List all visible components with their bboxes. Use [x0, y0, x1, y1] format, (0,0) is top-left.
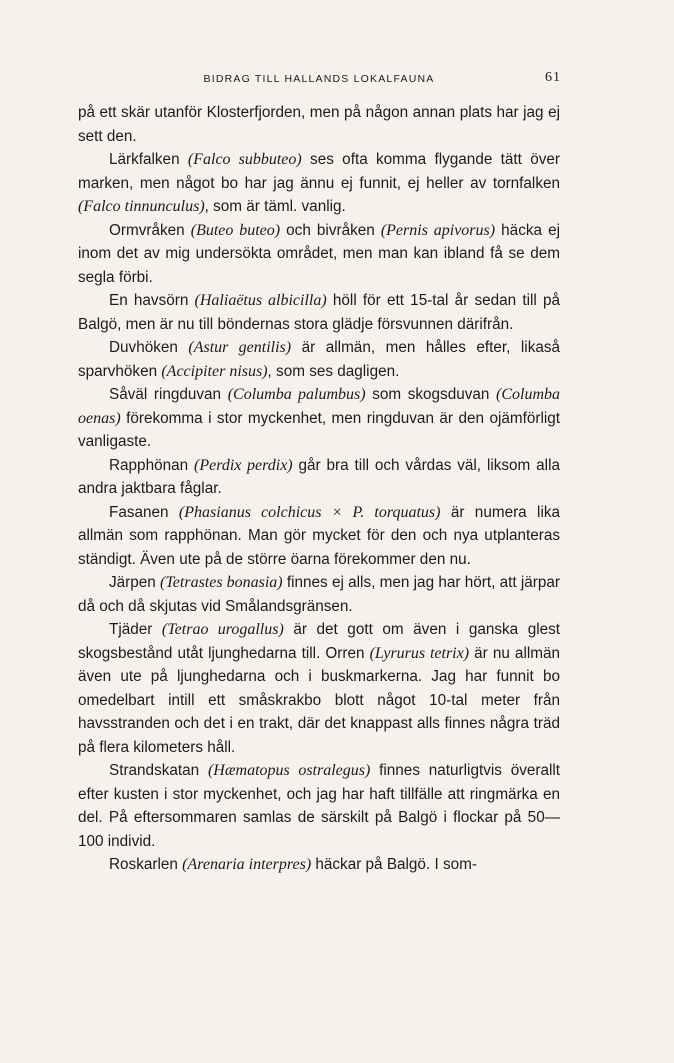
- text-run: finnes naturligtvis överallt efter kusten i stor myckenhet, och jag har haft tillfälle att ringmärka en del. På eftersommaren samlas de särskilt på Balgö i flockar på 50—100 individ.: [78, 762, 561, 850]
- text-run: En havsörn: [109, 292, 195, 309]
- text-run: är numera lika allmän som rapphönan. Man gör mycket för den och nya utplanteras ständigt. Även ute på de större öarna förekommer den nu.: [78, 503, 561, 568]
- text-run: Duvhöken: [109, 339, 189, 356]
- running-title: BIDRAG TILL HALLANDS LOKALFAUNA: [203, 73, 435, 85]
- scientific-name: (Columba oenas): [78, 386, 560, 427]
- text-run: Roskarlen: [109, 856, 183, 873]
- paragraph: [78, 101, 560, 148]
- text-run: är nu allmän även ute på ljunghedarna och i buskmarkerna. Jag har funnit bo omedelbart intill ett småskrakbo blott något 10-tal meter från havsstranden och det i en trakt, där det knappast alls finnes några träd på flera kilometers håll.: [78, 644, 560, 756]
- scientific-name: (Hæmatopus ostralegus): [207, 762, 371, 779]
- paragraph: [78, 759, 560, 853]
- text-run: går bra till och vårdas väl, liksom alla andra jaktbara fåglar.: [78, 456, 560, 497]
- scientific-name: (Lyrurus tetrix): [369, 644, 470, 662]
- text-run: är det gott om även i ganska glest skogsbestånd utåt ljunghedarna till. Orren: [78, 621, 561, 662]
- text-run: Strandskatan: [109, 762, 208, 779]
- text-run: är allmän, men hålles efter, likaså sparvhöken: [78, 339, 561, 380]
- paragraph: [78, 571, 560, 618]
- text-run: höll för ett 15-tal år sedan till på Balgö, men är nu till böndernas stora glädje försvunnen därifrån.: [78, 292, 560, 333]
- paragraph: [78, 454, 560, 501]
- text-run: Såväl ringduvan: [109, 386, 228, 403]
- page-number: 61: [545, 70, 561, 85]
- text-run: , som ses dagligen.: [267, 362, 400, 380]
- paragraph: [78, 383, 560, 454]
- paragraph: [78, 148, 560, 219]
- scientific-name: (Astur gentilis): [188, 339, 292, 356]
- text-run: Tjäder: [109, 621, 162, 638]
- paragraph: [78, 219, 560, 290]
- scientific-name: (Perdix perdix): [194, 456, 293, 474]
- scientific-name: (Arenaria interpres): [182, 856, 312, 873]
- text-run: häcka ej inom det av mig undersökta området, men man kan ibland få se dem segla förbi.: [78, 221, 560, 286]
- scientific-name: (Phasianus colchicus × P. torquatus): [178, 503, 441, 521]
- text-run: finnes ej alls, men jag har hört, att järpar då och då skjutas vid Smålandsgränsen.: [78, 574, 560, 615]
- text-run: Järpen: [109, 574, 161, 591]
- body-text: [78, 101, 560, 877]
- paragraph: [78, 618, 560, 759]
- scientific-name: (Pernis apivorus): [380, 221, 496, 239]
- text-run: på ett skär utanför Klosterfjorden, men på någon annan plats har jag ej sett den.: [78, 104, 560, 145]
- scientific-name: (Columba palumbus): [227, 386, 366, 403]
- text-run: häckar på Balgö. I som-: [311, 856, 477, 873]
- text-run: , som är täml. vanlig.: [204, 198, 346, 215]
- text-run: och bivråken: [280, 221, 381, 239]
- paragraph: [78, 336, 560, 383]
- text-run: Rapphönan: [109, 456, 194, 474]
- scientific-name: (Tetrao urogallus): [161, 621, 284, 638]
- text-run: förekomma i stor myckenhet, men ringduvan är den ojämförligt vanligaste.: [78, 409, 560, 450]
- scientific-name: (Falco tinnunculus): [78, 198, 205, 215]
- scientific-name: (Tetrastes bonasia): [160, 574, 283, 591]
- paragraph: [78, 501, 560, 572]
- scientific-name: (Buteo buteo): [190, 221, 281, 239]
- paragraph: [78, 289, 560, 336]
- scientific-name: (Accipiter nisus): [161, 362, 268, 380]
- text-run: ses ofta komma flygande tätt över marken, men något bo har jag ännu ej funnit, ej heller av tornfalken: [78, 151, 560, 192]
- running-head: [78, 70, 560, 90]
- text-run: Lärkfalken: [109, 151, 188, 168]
- text-run: som skogsduvan: [365, 386, 496, 403]
- scientific-name: (Falco subbuteo): [187, 151, 302, 168]
- scientific-name: (Haliaëtus albicilla): [194, 292, 327, 309]
- text-run: Ormvråken: [109, 221, 191, 239]
- text-run: Fasanen: [109, 503, 179, 521]
- paragraph: [78, 853, 560, 877]
